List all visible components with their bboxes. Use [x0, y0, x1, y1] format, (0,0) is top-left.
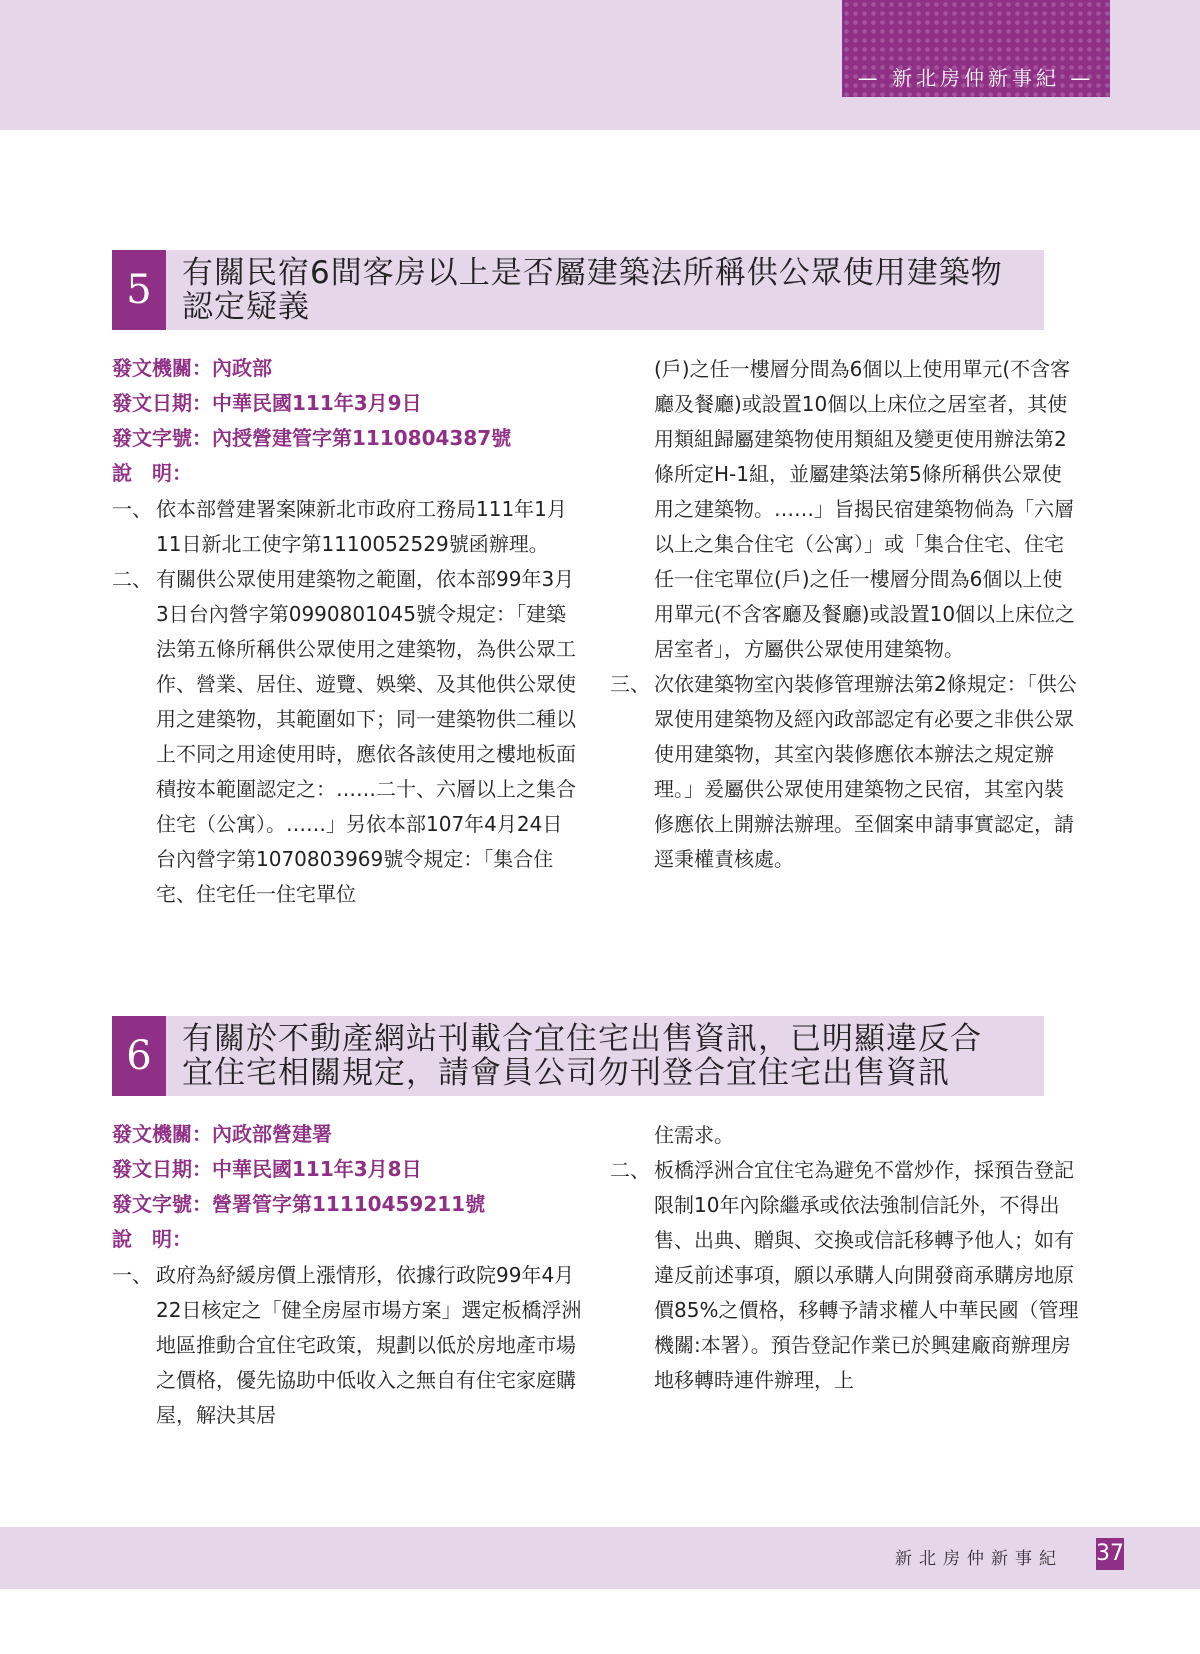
section-5-header	[112, 250, 1044, 330]
section-5-right-column	[610, 352, 1080, 877]
issuer-label: 發文機關：	[112, 356, 212, 380]
description-label: 說 明：	[112, 1227, 192, 1251]
section-title-line: 有關民宿6間客房以上是否屬建築法所稱供公眾使用建築物	[182, 255, 1003, 291]
item-marker: 三、	[610, 672, 650, 696]
item-marker: 一、	[112, 1263, 152, 1287]
section-title	[182, 256, 1042, 324]
section-title	[182, 1022, 1042, 1090]
doc-number-value: 內授營建管字第1110804387號	[212, 426, 512, 450]
list-item	[610, 1153, 1080, 1398]
date-label: 發文日期：	[112, 391, 212, 415]
date-row	[112, 387, 582, 422]
doc-number-row	[112, 1188, 582, 1223]
item-marker: 二、	[112, 567, 152, 591]
section-6-right-column	[610, 1118, 1080, 1398]
publication-tab-label: — 新北房仲新事紀 —	[857, 66, 1095, 90]
item-text: 板橋浮洲合宜住宅為避免不當炒作，採預告登記限制10年內除繼承或依法強制信託外，不得出售、出典、贈與、交換或信託移轉予他人；如有違反前述事項，願以承購人向開發商承購房地原價85%之價格，移轉予請求權人中華民國（管理機關:本署）。預告登記作業已於興建廠商辦理房地移轉時連件辦理，上	[654, 1158, 1079, 1392]
item-text: 政府為紓緩房價上漲情形，依據行政院99年4月22日核定之「健全房屋市場方案」選定板橋浮洲地區推動合宜住宅政策，規劃以低於房地產市場之價格，優先協助中低收入之無自有住宅家庭購屋，解決其居	[156, 1263, 582, 1427]
page-number: 37	[1096, 1538, 1124, 1570]
date-value: 中華民國111年3月9日	[212, 391, 422, 415]
item-text: 次依建築物室內裝修管理辦法第2條規定：「供公眾使用建築物及經內政部認定有必要之非供公眾使用建築物，其室內裝修應依本辦法之規定辦理。」爰屬供公眾使用建築物之民宿，其室內裝修應依上開辦法辦理。至個案申請事實認定，請逕秉權責核處。	[654, 672, 1077, 871]
issuer-value: 內政部	[212, 356, 272, 380]
section-5-left-column	[112, 352, 582, 912]
doc-number-value: 營署管字第11110459211號	[212, 1192, 486, 1216]
section-number: 5	[112, 250, 166, 330]
issuer-label: 發文機關：	[112, 1122, 212, 1146]
list-item	[112, 562, 582, 912]
publication-tab	[842, 0, 1110, 97]
issuer-row	[112, 352, 582, 387]
issuer-value: 內政部營建署	[212, 1122, 332, 1146]
item-text: 有關供公眾使用建築物之範圍，依本部99年3月3日台內營字第0990801045號令規定：「建築法第五條所稱供公眾使用之建築物，為供公眾工作、營業、居住、遊覽、娛樂、及其他供公眾使用之建築物，其範圍如下；同一建築物供二種以上不同之用途使用時，應依各該使用之樓地板面積按本範圍認定之：……二十、六層以上之集合住宅（公寓）。……」另依本部107年4月24日台內營字第1070803969號令規定：「集合住宅、住宅任一住宅單位	[156, 567, 576, 906]
issuer-row	[112, 1118, 582, 1153]
section-6-left-column	[112, 1118, 582, 1433]
list-item	[112, 492, 582, 562]
item-marker: 一、	[112, 497, 152, 521]
list-item	[610, 667, 1080, 877]
item-marker: 二、	[610, 1158, 650, 1182]
doc-number-label: 發文字號：	[112, 1192, 212, 1216]
item-continuation: (戶)之任一樓層分間為6個以上使用單元(不含客廳及餐廳)或設置10個以上床位之居室者，其使用類組歸屬建築物使用類組及變更使用辦法第2條所定H-1組，並屬建築法第5條所稱供公眾使用之建築物。……」旨揭民宿建築物倘為「六層以上之集合住宅（公寓）」或「集合住宅、住宅任一住宅單位(戶)之任一樓層分間為6個以上使用單元(不含客廳及餐廳)或設置10個以上床位之居室者」，方屬供公眾使用建築物。	[654, 357, 1076, 661]
date-row	[112, 1153, 582, 1188]
list-item	[112, 1258, 582, 1433]
footer-publication: 新北房仲新事紀	[895, 1549, 1063, 1569]
section-title-line: 認定疑義	[182, 289, 310, 325]
section-title-line: 宜住宅相關規定，請會員公司勿刊登合宜住宅出售資訊	[182, 1055, 950, 1091]
date-value: 中華民國111年3月8日	[212, 1157, 422, 1181]
item-continuation: 住需求。	[654, 1123, 734, 1147]
date-label: 發文日期：	[112, 1157, 212, 1181]
doc-number-row	[112, 422, 582, 457]
doc-number-label: 發文字號：	[112, 426, 212, 450]
section-6-header	[112, 1016, 1044, 1096]
section-number: 6	[112, 1016, 166, 1096]
section-title-line: 有關於不動產網站刊載合宜住宅出售資訊，已明顯違反合	[182, 1021, 982, 1057]
item-text: 依本部營建署案陳新北市政府工務局111年1月11日新北工使字第1110052529號函辦理。	[156, 497, 567, 556]
description-label: 說 明：	[112, 461, 192, 485]
